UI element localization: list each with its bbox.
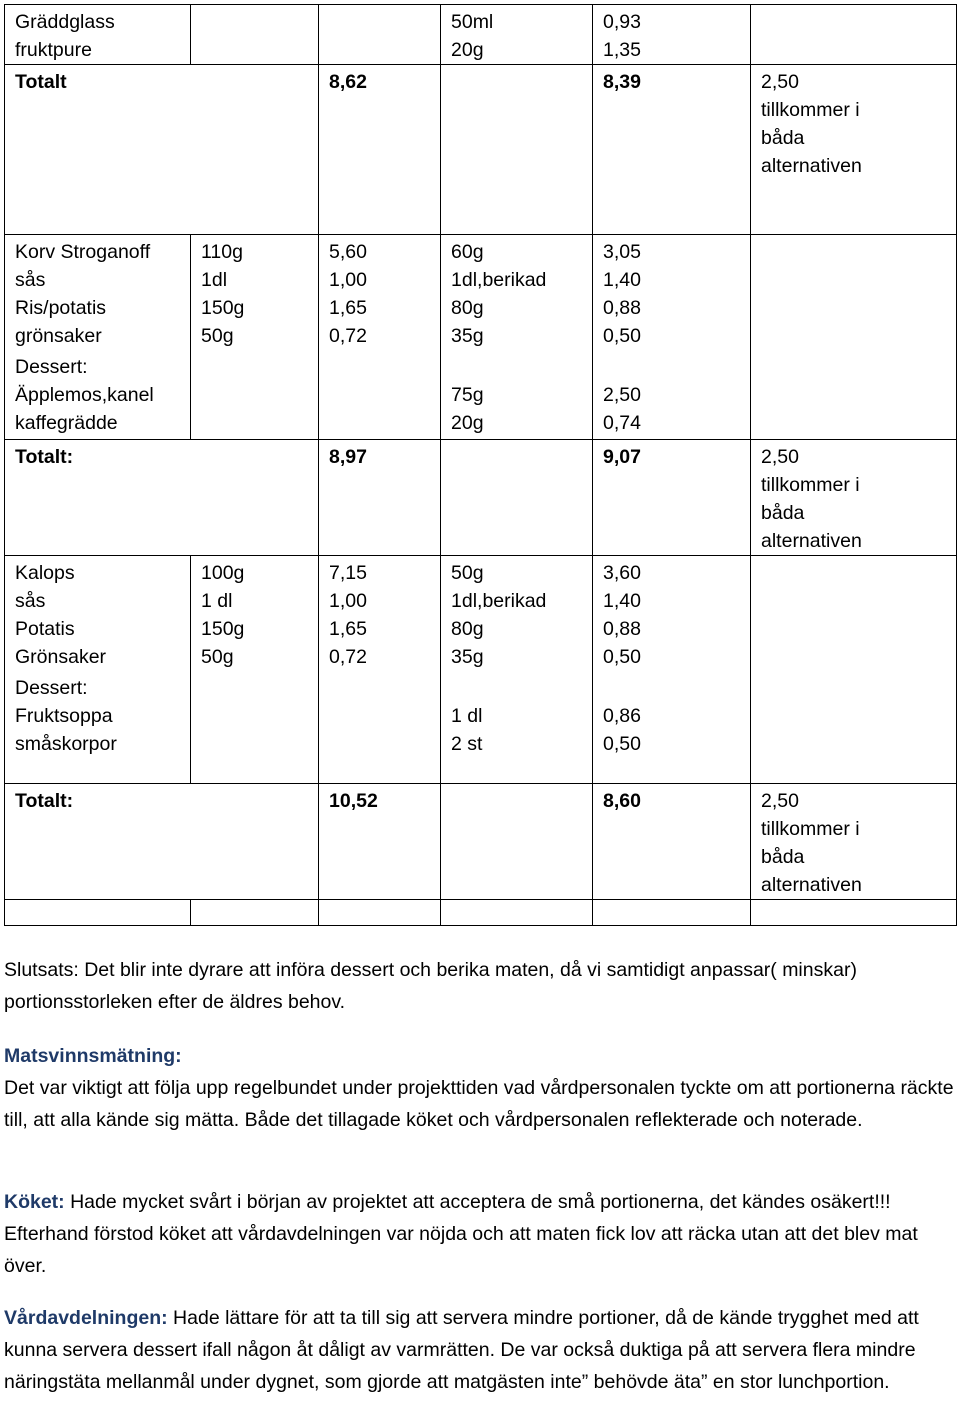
total-value: 8,39: [603, 71, 641, 93]
table-cell: [441, 900, 593, 926]
table-cell: [5, 65, 319, 235]
cell-line: 1,00: [329, 589, 367, 612]
table-cell: [751, 439, 957, 555]
table-cell: [441, 555, 593, 671]
cell-line: 150g: [201, 617, 245, 640]
ward-label: Vårdavdelningen:: [4, 1307, 168, 1329]
table-cell: [5, 784, 319, 900]
cell-line: [451, 353, 582, 381]
cell-line: alternativen: [761, 529, 862, 552]
table-row: [5, 900, 957, 926]
kitchen-text: Hade mycket svårt i början av projektet att acceptera de små portionerna, det kändes osäkert!!! Efterhand förstod köket att vårdavdelningen var nöjda och att maten fick lov att räcka utan att det blev mat över.: [4, 1191, 918, 1277]
table-cell: [751, 784, 957, 900]
table-cell: [319, 439, 441, 555]
cell-line: 20g: [451, 412, 484, 434]
kitchen-paragraph: [4, 1186, 954, 1282]
cell-line: 20g: [451, 39, 484, 61]
total-value: 8,62: [329, 71, 367, 93]
cell-line: sås: [15, 589, 46, 612]
table-cell: [441, 350, 593, 439]
table-cell: [5, 439, 319, 555]
paragraph: Det var viktigt att följa upp regelbundet under projekttiden vad vårdpersonalen tyckte om att portionerna räckte till, att alla kände sig mätta. Både det tillagade köket och vårdpersonalen reflekterade och noterade.: [4, 1077, 954, 1131]
cell-line: 0,50: [603, 325, 641, 347]
table-cell: [319, 555, 441, 671]
table-cell: [593, 784, 751, 900]
table-row: [5, 235, 957, 351]
cell-line: 1dl,berikad: [451, 269, 547, 291]
table-cell: [191, 5, 319, 65]
cell-line: 35g: [451, 645, 484, 668]
table-cell: [5, 900, 191, 926]
cell-line: 2,50: [761, 445, 799, 468]
cell-line: 0,88: [603, 617, 641, 640]
table-cell: [441, 784, 593, 900]
table-cell: [5, 5, 191, 65]
cell-line: [603, 674, 740, 702]
cell-line: 0,50: [603, 732, 641, 755]
cell-line: 1,35: [603, 39, 641, 61]
table-cell: [5, 350, 191, 439]
cell-line: 75g: [451, 384, 484, 406]
cell-line: Fruktsoppa: [15, 704, 113, 727]
table-cell: [191, 350, 319, 439]
conclusion: Slutsats: Det blir inte dyrare att införa dessert och berika maten, då vi samtidigt anpassar( minskar) portionsstorleken efter de äldres behov.: [4, 959, 857, 1013]
cell-line: Kalops: [15, 561, 75, 584]
cell-line: 1dl,berikad: [451, 589, 547, 612]
cell-line: 50g: [451, 561, 484, 584]
ward-text: Hade lättare för att ta till sig att servera mindre portioner, då de kände trygghet med att kunna servera dessert ifall någon åt dåligt av varmrätten. De var också duktiga på att servera flera mindre näringstäta mellanmål under dygnet, som gjorde att matgästen inte” behövde äta” en stor lunchportion.: [4, 1307, 919, 1393]
cell-line: 1 dl: [451, 704, 483, 727]
section-heading: Matsvinnsmätning:: [4, 1045, 182, 1067]
table-cell: [191, 235, 319, 351]
cell-line: 1,40: [603, 269, 641, 291]
table-cell: [593, 5, 751, 65]
cell-line: 0,93: [603, 11, 641, 33]
table-cell: [5, 555, 191, 671]
cell-line: 0,72: [329, 645, 367, 668]
table-cell: [319, 350, 441, 439]
table-cell: [319, 900, 441, 926]
table-row: [5, 65, 957, 235]
cell-line: 1,40: [603, 589, 641, 612]
table-row: [5, 439, 957, 555]
cell-line: 150g: [201, 297, 245, 319]
total-value: Totalt: [15, 71, 67, 93]
cell-line: tillkommer i: [761, 818, 860, 840]
cost-table: [4, 4, 957, 926]
cell-line: Äpplemos,kanel: [15, 384, 154, 406]
cell-line: 3,60: [603, 561, 641, 584]
cell-line: båda: [761, 846, 805, 868]
table-cell: [593, 671, 751, 784]
cell-line: 7,15: [329, 561, 367, 584]
cell-line: 100g: [201, 561, 245, 584]
cell-line: båda: [761, 127, 805, 149]
table-cell: [5, 235, 191, 351]
cell-line: 3,05: [603, 241, 641, 263]
cell-line: tillkommer i: [761, 99, 860, 121]
total-value: 9,07: [603, 445, 641, 468]
table-cell: [441, 5, 593, 65]
table-cell: [751, 5, 957, 65]
cell-line: 50g: [201, 325, 234, 347]
table-cell: [751, 65, 957, 235]
table-cell: [191, 671, 319, 784]
cell-line: 1,65: [329, 297, 367, 319]
cell-line: 2,50: [761, 790, 799, 812]
table-cell: [593, 65, 751, 235]
table-cell: [319, 5, 441, 65]
table-cell: [593, 439, 751, 555]
table-cell: [441, 671, 593, 784]
total-value: Totalt:: [15, 790, 74, 812]
cell-line: 0,86: [603, 704, 641, 727]
cell-line: Grönsaker: [15, 645, 107, 668]
cell-line: alternativen: [761, 155, 862, 177]
total-value: 8,60: [603, 790, 641, 812]
cell-line: 80g: [451, 617, 484, 640]
total-value: 10,52: [329, 790, 378, 812]
cell-line: Dessert:: [15, 356, 88, 378]
table-cell: [751, 900, 957, 926]
cell-line: alternativen: [761, 874, 862, 896]
cell-line: 1,00: [329, 269, 367, 291]
cell-line: 0,88: [603, 297, 641, 319]
cell-line: sås: [15, 269, 46, 291]
cell-line: fruktpure: [15, 39, 92, 61]
table-cell: [593, 350, 751, 439]
table-cell: [593, 555, 751, 671]
cell-line: 2,50: [761, 71, 799, 93]
table-cell: [191, 555, 319, 671]
cell-line: 80g: [451, 297, 484, 319]
table-cell: [319, 65, 441, 235]
cell-line: 0,50: [603, 645, 641, 668]
table-row: [5, 555, 957, 671]
kitchen-label: Köket:: [4, 1191, 65, 1213]
cell-line: 60g: [451, 241, 484, 263]
total-value: Totalt:: [15, 445, 74, 468]
table-cell: [593, 900, 751, 926]
cell-line: grönsaker: [15, 325, 102, 347]
table-row: [5, 350, 957, 439]
cell-line: båda: [761, 501, 805, 524]
cell-line: tillkommer i: [761, 473, 860, 496]
cell-line: 2,50: [603, 384, 641, 406]
table-cell: [441, 439, 593, 555]
cell-line: 35g: [451, 325, 484, 347]
cell-line: kaffegrädde: [15, 412, 118, 434]
cell-line: Ris/potatis: [15, 297, 107, 319]
table-cell: [751, 555, 957, 671]
cell-line: småskorpor: [15, 732, 117, 755]
cell-line: 0,72: [329, 325, 367, 347]
cell-line: 50ml: [451, 11, 494, 33]
table-cell: [5, 671, 191, 784]
total-value: 8,97: [329, 445, 367, 468]
ward-paragraph: [4, 1302, 954, 1398]
table-cell: [319, 671, 441, 784]
table-cell: [751, 671, 957, 784]
cell-line: Dessert:: [15, 676, 88, 699]
table-row: [5, 5, 957, 65]
cell-line: [603, 353, 740, 381]
cell-line: 1dl: [201, 269, 228, 291]
table-cell: [441, 235, 593, 351]
table-row: [5, 671, 957, 784]
cell-line: Korv Stroganoff: [15, 241, 151, 263]
cell-line: [451, 674, 582, 702]
table-cell: [319, 784, 441, 900]
cell-line: 1,65: [329, 617, 367, 640]
cell-line: Potatis: [15, 617, 75, 640]
cell-line: Gräddglass: [15, 11, 115, 33]
table-cell: [751, 350, 957, 439]
table-cell: [751, 235, 957, 351]
table-row: [5, 784, 957, 900]
table-cell: [191, 900, 319, 926]
table-cell: [441, 65, 593, 235]
cell-line: 50g: [201, 645, 234, 668]
cell-line: 110g: [201, 241, 243, 263]
cell-line: 0,74: [603, 412, 641, 434]
table-cell: [593, 235, 751, 351]
cell-line: 2 st: [451, 732, 483, 755]
cell-line: 5,60: [329, 241, 367, 263]
table-cell: [319, 235, 441, 351]
cell-line: 1 dl: [201, 589, 233, 612]
